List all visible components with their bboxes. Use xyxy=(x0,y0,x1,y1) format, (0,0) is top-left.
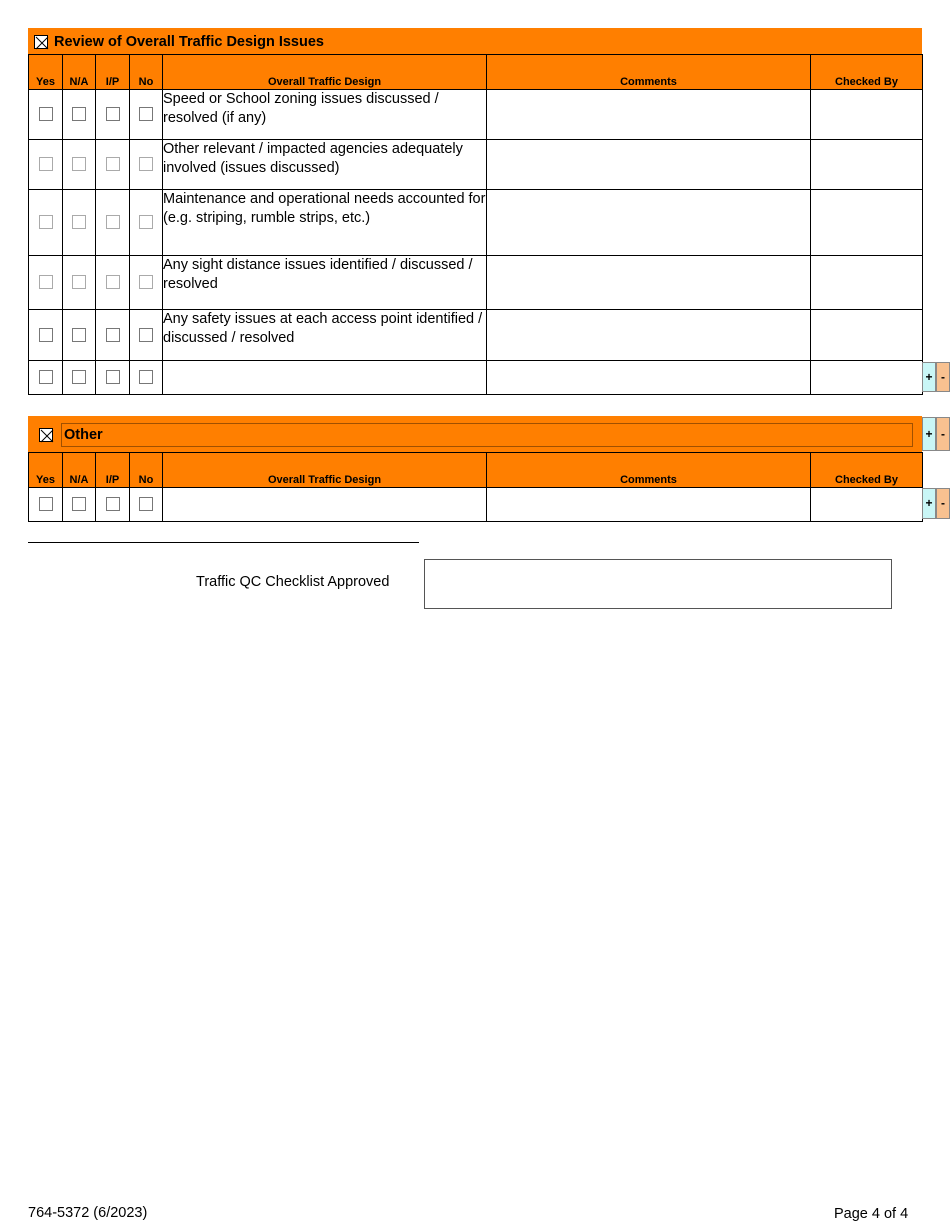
yes-checkbox[interactable] xyxy=(39,157,53,171)
col-header-comments: Comments xyxy=(487,55,811,90)
page-number: Page 4 of 4 xyxy=(834,1206,909,1222)
col-header-design: Overall Traffic Design xyxy=(163,55,487,90)
col-header-checked-by: Checked By xyxy=(811,55,923,90)
yes-checkbox[interactable] xyxy=(39,107,53,121)
approval-field[interactable] xyxy=(424,559,892,609)
table-row xyxy=(29,190,923,256)
na-checkbox[interactable] xyxy=(72,275,86,289)
x-mark-icon xyxy=(40,429,54,443)
section-title-input[interactable]: Other xyxy=(61,423,913,447)
item-text: Any sight distance issues identified / discussed / resolved xyxy=(163,256,487,310)
table-row xyxy=(29,488,923,522)
na-checkbox[interactable] xyxy=(72,328,86,342)
add-row-button[interactable]: + xyxy=(922,488,936,519)
remove-row-button[interactable]: - xyxy=(936,488,950,519)
section-checkbox[interactable] xyxy=(39,428,53,442)
yes-checkbox[interactable] xyxy=(39,497,53,511)
na-checkbox[interactable] xyxy=(72,497,86,511)
ip-checkbox[interactable] xyxy=(106,370,120,384)
checked-by-field[interactable] xyxy=(811,190,923,256)
col-header-comments: Comments xyxy=(487,453,811,488)
approval-label: Traffic QC Checklist Approved xyxy=(196,574,390,590)
no-checkbox[interactable] xyxy=(139,157,153,171)
remove-row-button[interactable]: - xyxy=(936,362,950,392)
yes-checkbox[interactable] xyxy=(39,328,53,342)
table-row xyxy=(29,90,923,140)
col-header-ip: I/P xyxy=(96,55,130,90)
col-header-na: N/A xyxy=(63,55,96,90)
item-text: Maintenance and operational needs accounted for (e.g. striping, rumble strips, etc.) xyxy=(163,190,487,256)
comments-field[interactable] xyxy=(487,488,811,522)
row-add-remove-controls xyxy=(922,488,950,519)
ip-checkbox[interactable] xyxy=(106,107,120,121)
no-checkbox[interactable] xyxy=(139,215,153,229)
col-header-ip: I/P xyxy=(96,453,130,488)
x-mark-icon xyxy=(35,36,49,50)
yes-checkbox[interactable] xyxy=(39,275,53,289)
yes-checkbox[interactable] xyxy=(39,370,53,384)
section-title: Review of Overall Traffic Design Issues xyxy=(54,33,324,50)
comments-field[interactable] xyxy=(487,256,811,310)
checked-by-field[interactable] xyxy=(811,488,923,522)
no-checkbox[interactable] xyxy=(139,497,153,511)
comments-field[interactable] xyxy=(487,140,811,190)
item-input[interactable] xyxy=(163,361,487,395)
ip-checkbox[interactable] xyxy=(106,275,120,289)
checked-by-field[interactable] xyxy=(811,361,923,395)
no-checkbox[interactable] xyxy=(139,370,153,384)
item-text: Speed or School zoning issues discussed / resolved (if any) xyxy=(163,90,487,140)
checked-by-field[interactable] xyxy=(811,140,923,190)
signature-line xyxy=(28,542,419,543)
col-header-no: No xyxy=(130,55,163,90)
section-checkbox[interactable] xyxy=(34,35,48,49)
ip-checkbox[interactable] xyxy=(106,497,120,511)
col-header-no: No xyxy=(130,453,163,488)
item-text: Other relevant / impacted agencies adequately involved (issues discussed) xyxy=(163,140,487,190)
no-checkbox[interactable] xyxy=(139,107,153,121)
checked-by-field[interactable] xyxy=(811,256,923,310)
col-header-yes: Yes xyxy=(29,55,63,90)
form-number: 764-5372 (6/2023) xyxy=(28,1205,148,1221)
item-input[interactable] xyxy=(163,488,487,522)
checked-by-field[interactable] xyxy=(811,90,923,140)
section-add-remove-controls xyxy=(922,417,950,451)
checked-by-field[interactable] xyxy=(811,310,923,361)
row-add-remove-controls xyxy=(922,362,950,392)
item-text: Any safety issues at each access point identified / discussed / resolved xyxy=(163,310,487,361)
no-checkbox[interactable] xyxy=(139,275,153,289)
col-header-design: Overall Traffic Design xyxy=(163,453,487,488)
comments-field[interactable] xyxy=(487,190,811,256)
na-checkbox[interactable] xyxy=(72,107,86,121)
ip-checkbox[interactable] xyxy=(106,215,120,229)
table-row xyxy=(29,310,923,361)
table-row xyxy=(29,361,923,395)
other-table xyxy=(28,452,923,522)
comments-field[interactable] xyxy=(487,310,811,361)
na-checkbox[interactable] xyxy=(72,215,86,229)
traffic-design-table xyxy=(28,54,923,395)
no-checkbox[interactable] xyxy=(139,328,153,342)
ip-checkbox[interactable] xyxy=(106,328,120,342)
table-row xyxy=(29,140,923,190)
col-header-checked-by: Checked By xyxy=(811,453,923,488)
add-row-button[interactable]: + xyxy=(922,362,936,392)
yes-checkbox[interactable] xyxy=(39,215,53,229)
comments-field[interactable] xyxy=(487,90,811,140)
remove-section-button[interactable]: - xyxy=(936,417,950,451)
ip-checkbox[interactable] xyxy=(106,157,120,171)
comments-field[interactable] xyxy=(487,361,811,395)
add-section-button[interactable]: + xyxy=(922,417,936,451)
na-checkbox[interactable] xyxy=(72,370,86,384)
col-header-yes: Yes xyxy=(29,453,63,488)
na-checkbox[interactable] xyxy=(72,157,86,171)
col-header-na: N/A xyxy=(63,453,96,488)
section-header-traffic-design xyxy=(28,28,922,55)
table-row xyxy=(29,256,923,310)
section-header-other xyxy=(28,416,922,453)
